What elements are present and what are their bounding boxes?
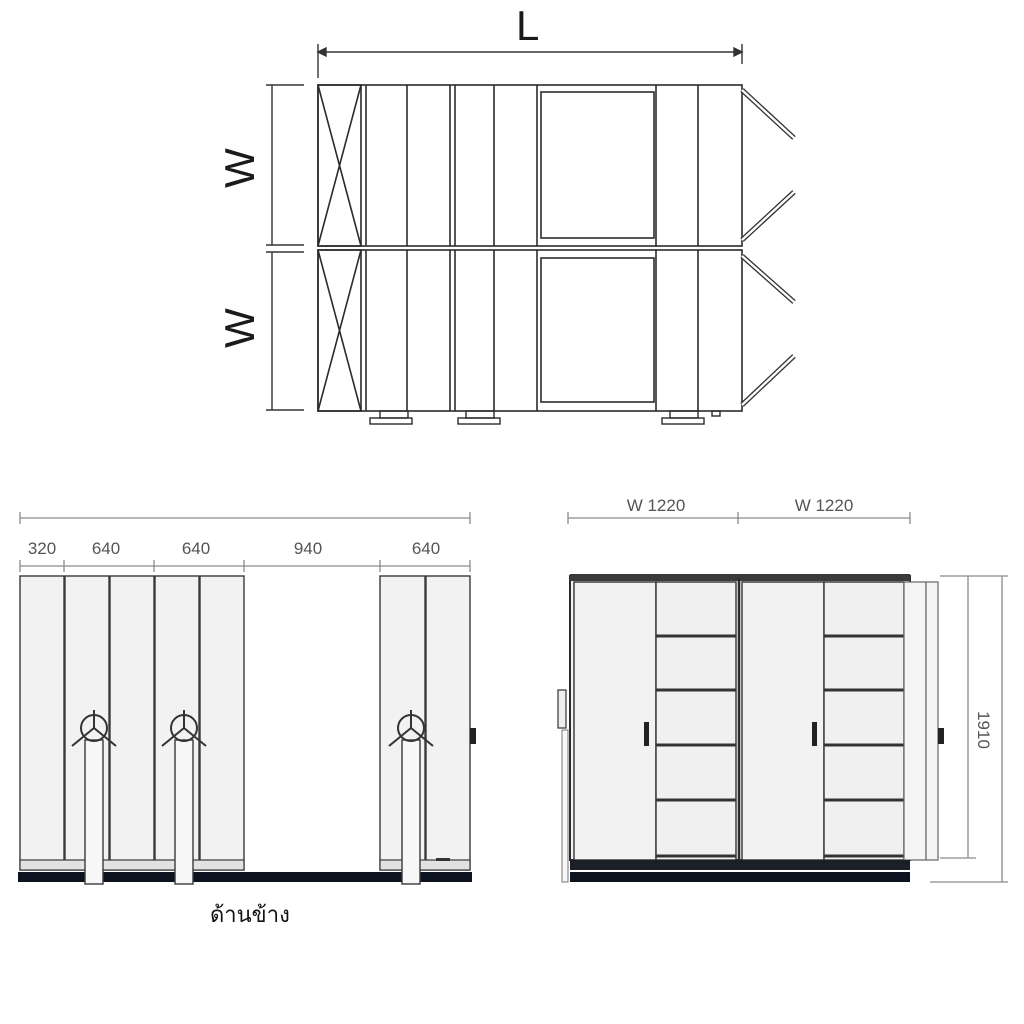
width-dimension bbox=[266, 85, 304, 410]
plan-handles bbox=[742, 90, 794, 405]
front-end-handle bbox=[558, 690, 566, 728]
front-base bbox=[570, 860, 910, 870]
side-dim-940: 940 bbox=[293, 539, 323, 558]
front-width-dimension bbox=[568, 512, 910, 524]
plan-row-lower bbox=[318, 250, 742, 411]
width-label-upper: W bbox=[216, 148, 263, 188]
side-view-caption: ด้านข้าง bbox=[210, 903, 290, 928]
width-label-lower: W bbox=[216, 308, 263, 348]
front-end-handle-plate bbox=[562, 730, 568, 882]
side-overall-dimension bbox=[20, 512, 470, 524]
front-side-panel bbox=[904, 582, 938, 860]
door-handle-icon bbox=[644, 722, 649, 746]
plan-row-upper bbox=[318, 85, 742, 246]
plan-feet bbox=[370, 411, 720, 424]
plan-handles-inner bbox=[742, 90, 794, 405]
side-segment-dimension bbox=[20, 560, 470, 572]
side-dim-640-b: 640 bbox=[181, 539, 211, 558]
side-dim-640-a: 640 bbox=[91, 539, 121, 558]
side-latch bbox=[470, 728, 476, 744]
length-label: L bbox=[516, 2, 540, 49]
length-dimension bbox=[318, 44, 742, 78]
side-dim-320: 320 bbox=[27, 539, 57, 558]
front-view bbox=[558, 496, 1008, 882]
front-side-latch bbox=[938, 728, 944, 744]
door-handle-icon bbox=[812, 722, 817, 746]
front-floor-rail bbox=[570, 872, 910, 882]
plan-view bbox=[266, 44, 794, 424]
front-height-label: 1910 bbox=[974, 711, 993, 749]
front-width-label-b: W 1220 bbox=[794, 496, 854, 515]
front-width-label-a: W 1220 bbox=[626, 496, 686, 515]
front-unit-left bbox=[574, 582, 736, 860]
side-view bbox=[18, 512, 476, 884]
side-dim-640-c: 640 bbox=[411, 539, 441, 558]
front-unit-right bbox=[742, 582, 904, 860]
side-label-plate bbox=[436, 858, 450, 861]
